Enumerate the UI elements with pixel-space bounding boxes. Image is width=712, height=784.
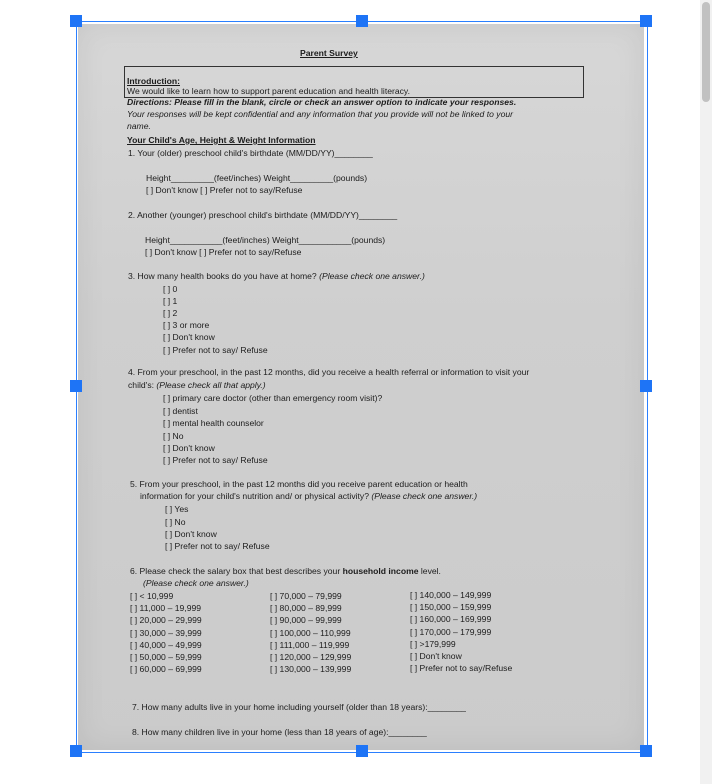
- q5-option: [ ] Yes: [165, 504, 189, 514]
- income-option: [ ] 70,000 – 79,999: [270, 591, 342, 601]
- question-5-line-1: 5. From your preschool, in the past 12 months did you receive parent education or health: [130, 479, 468, 489]
- scrollbar-thumb[interactable]: [702, 2, 710, 102]
- q4-option: [ ] dentist: [163, 406, 198, 416]
- q1-options: [ ] Don't know [ ] Prefer not to say/Refuse: [146, 185, 303, 195]
- income-option: [ ] >179,999: [410, 639, 456, 649]
- income-option: [ ] 20,000 – 29,999: [130, 615, 202, 625]
- question-2: 2. Another (younger) preschool child's birthdate (MM/DD/YY)________: [128, 210, 398, 220]
- income-option: [ ] 90,000 – 99,999: [270, 615, 342, 625]
- resize-handle-right[interactable]: [640, 380, 652, 392]
- q3-option: [ ] 0: [163, 284, 178, 294]
- question-4-line-2: child's: (Please check all that apply.): [128, 380, 266, 390]
- q4-option: [ ] No: [163, 431, 184, 441]
- income-option: [ ] 50,000 – 59,999: [130, 652, 202, 662]
- income-option: [ ] 80,000 – 89,999: [270, 603, 342, 613]
- income-option: [ ] Prefer not to say/Refuse: [410, 663, 513, 673]
- resize-handle-bottom-right[interactable]: [640, 745, 652, 757]
- q6-instruction: (Please check one answer.): [143, 578, 249, 588]
- question-3: 3. How many health books do you have at home? (Please check one answer.): [128, 271, 425, 281]
- q3-option: [ ] Don't know: [163, 332, 215, 342]
- income-option: [ ] 11,000 – 19,999: [130, 603, 202, 613]
- confidential-text-1: Your responses will be kept confidential and any information that you provide will not be linked to your: [127, 109, 513, 119]
- intro-heading: Introduction:: [127, 76, 180, 86]
- income-option: [ ] 170,000 – 179,999: [410, 627, 492, 637]
- confidential-text-2: name.: [127, 121, 151, 131]
- q5-option: [ ] No: [165, 517, 186, 527]
- income-option: [ ] Don't know: [410, 651, 462, 661]
- income-option: [ ] 160,000 – 169,999: [410, 614, 492, 624]
- q4-option: [ ] Don't know: [163, 443, 215, 453]
- q1-height-weight: Height_________(feet/inches) Weight_________(pounds): [146, 173, 368, 183]
- income-option: [ ] 40,000 – 49,999: [130, 640, 202, 650]
- income-option: [ ] < 10,999: [130, 591, 174, 601]
- income-option: [ ] 111,000 – 119,999: [270, 640, 350, 650]
- resize-handle-left[interactable]: [70, 380, 82, 392]
- income-option: [ ] 60,000 – 69,999: [130, 664, 202, 674]
- resize-handle-top-left[interactable]: [70, 15, 82, 27]
- q5-option: [ ] Prefer not to say/ Refuse: [165, 541, 270, 551]
- question-1: 1. Your (older) preschool child's birthdate (MM/DD/YY)________: [128, 148, 373, 158]
- q3-option: [ ] Prefer not to say/ Refuse: [163, 345, 268, 355]
- section-heading: Your Child's Age, Height & Weight Information: [127, 135, 316, 145]
- question-7: 7. How many adults live in your home including yourself (older than 18 years):________: [132, 702, 466, 712]
- income-option: [ ] 100,000 – 110,999: [270, 628, 351, 638]
- resize-handle-top-right[interactable]: [640, 15, 652, 27]
- page-title: Parent Survey: [300, 48, 358, 58]
- resize-handle-bottom-left[interactable]: [70, 745, 82, 757]
- question-4-line-1: 4. From your preschool, in the past 12 months, did you receive a health referral or information to visit your: [128, 367, 530, 377]
- directions-text: Directions: Please fill in the blank, circle or check an answer option to indicate your responses.: [127, 97, 517, 107]
- question-5-line-2: information for your child's nutrition and/ or physical activity? (Please check one answer.): [140, 491, 478, 501]
- q3-option: [ ] 1: [163, 296, 178, 306]
- income-option: [ ] 140,000 – 149,999: [410, 590, 492, 600]
- scrollbar-track[interactable]: [700, 0, 712, 784]
- income-option: [ ] 150,000 – 159,999: [410, 602, 492, 612]
- income-option: [ ] 120,000 – 129,999: [270, 652, 352, 662]
- q4-option: [ ] Prefer not to say/ Refuse: [163, 455, 268, 465]
- intro-text: We would like to learn how to support parent education and health literacy.: [127, 86, 410, 96]
- q2-height-weight: Height___________(feet/inches) Weight___________(pounds): [145, 235, 386, 245]
- q3-option: [ ] 2: [163, 308, 178, 318]
- income-option: [ ] 130,000 – 139,999: [270, 664, 352, 674]
- resize-handle-bottom[interactable]: [356, 745, 368, 757]
- income-option: [ ] 30,000 – 39,999: [130, 628, 202, 638]
- q3-option: [ ] 3 or more: [163, 320, 210, 330]
- q2-options: [ ] Don't know [ ] Prefer not to say/Refuse: [145, 247, 302, 257]
- q4-option: [ ] primary care doctor (other than emergency room visit)?: [163, 393, 383, 403]
- resize-handle-top[interactable]: [356, 15, 368, 27]
- question-6: 6. Please check the salary box that best describes your household income level.: [130, 566, 441, 576]
- q5-option: [ ] Don't know: [165, 529, 217, 539]
- q4-option: [ ] mental health counselor: [163, 418, 264, 428]
- question-8: 8. How many children live in your home (less than 18 years of age):________: [132, 727, 427, 737]
